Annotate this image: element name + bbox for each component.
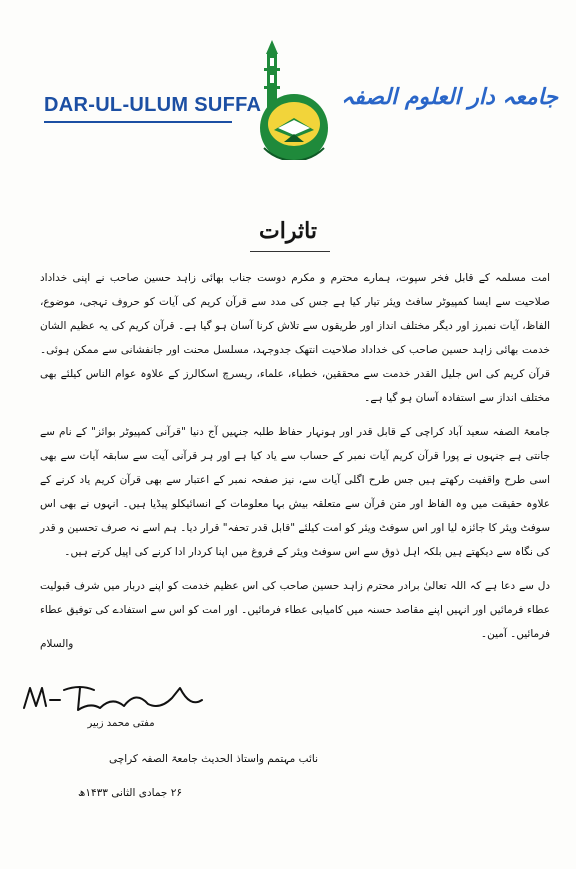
- paragraph-1: امت مسلمہ کے قابل فخر سپوت، ہمارے محترم و مکرم دوست جناب بھائی زاہد حسین صاحب نے اپنی خداداد صلاحیت سے ایسا کمپیوٹر سافٹ ویئر تیار کیا ہے جس کی مدد سے قرآن کریم کی آیات کو حروف تہجی، موضوع، الفاظ، آیات نمبرز اور دیگر مختلف انداز اور طریقوں سے تلاش کرنا آسان ہو گیا ہے۔ قرآن کریم کی یہ عظیم الشان خدمت بھائی زاہد حسین صاحب کی خداداد صلاحیت انتھک جدوجہد، مسلسل محنت اور جانفشانی سے ممکن ہوئی۔ قرآن کریم کی اس جلیل القدر خدمت سے محققین، خطباء، علماء، ریسرچ اسکالرز کے علاوہ عوام الناس کیلئے بھی مختلف انداز سے استفادہ آسان ہو گیا ہے۔: [40, 272, 550, 404]
- letter-title: تاثرات: [259, 218, 317, 244]
- signer-name: مفتی محمد زبیر: [87, 718, 155, 729]
- signing-date: ۲۶ جمادی الثانی ۱۴۳۳ھ: [77, 787, 182, 799]
- institution-name-english: DAR-UL-ULUM SUFFA: [44, 94, 262, 116]
- institution-name-urdu: جامعہ دار العلوم الصفہ: [341, 84, 558, 110]
- institution-name-underline: [44, 121, 232, 123]
- letterhead: [0, 0, 576, 175]
- minaret-quran-logo-icon: [236, 38, 346, 160]
- closing-salutation: والسلام: [40, 638, 74, 650]
- letter-body: [40, 266, 550, 656]
- title-underline: [250, 251, 330, 252]
- paragraph-2: جامعۃ الصفہ سعید آباد کراچی کے قابل قدر اور ہونہار حفاظ طلبہ جنہیں آج دنیا "قرآنی کمپیوٹر بوائز" کے نام سے جانتی ہے جنہوں نے پورا قرآن کریم آیات نمبر کے حساب سے یاد کیا ہے اور ہر قرآنی آیت سے سابقہ آیات سے بھی اسی طرح واقفیت رکھتے ہیں جس طرح اگلی آیات سے، نیز صفحہ نمبر کے اعتبار سے بھی قرآن کریم یاد کرنے کے علاوہ حقیقت میں وہ الفاظ اور متن قرآن سے متعلقہ بیش بہا معلومات کے انسائیکلو پیڈیا ہیں۔ انہوں نے بھی اس سوفٹ ویئر کا جائزہ لیا اور اس سوفٹ ویئر کو امت کیلئے "قابل قدر تحفہ" قرار دیا۔ ہم اسے نہ صرف تحسین و قدر کی نگاہ سے دیکھتے ہیں بلکہ اہل ذوق سے اس سوفٹ ویئر کے فروغ میں اپنا کردار ادا کرنے کی اپیل کرتے ہیں۔: [40, 426, 550, 558]
- institution-logo: [236, 38, 346, 160]
- handwritten-signature: [20, 680, 220, 716]
- paragraph-3: دل سے دعا ہے کہ اللہ تعالیٰ برادر محترم زاہد حسین صاحب کی اس عظیم خدمت کو اپنے دربار میں شرف قبولیت عطاء فرمائیں اور انہیں اپنے مقاصد حسنہ میں کامیابی عطاء فرمائیں۔ اور امت کو اس سے استفادے کی توفیق عطاء فرمائیں۔ آمین۔: [40, 580, 550, 640]
- signer-title: نائب مہتمم واستاذ الحدیث جامعۃ الصفہ کراچی: [108, 753, 318, 765]
